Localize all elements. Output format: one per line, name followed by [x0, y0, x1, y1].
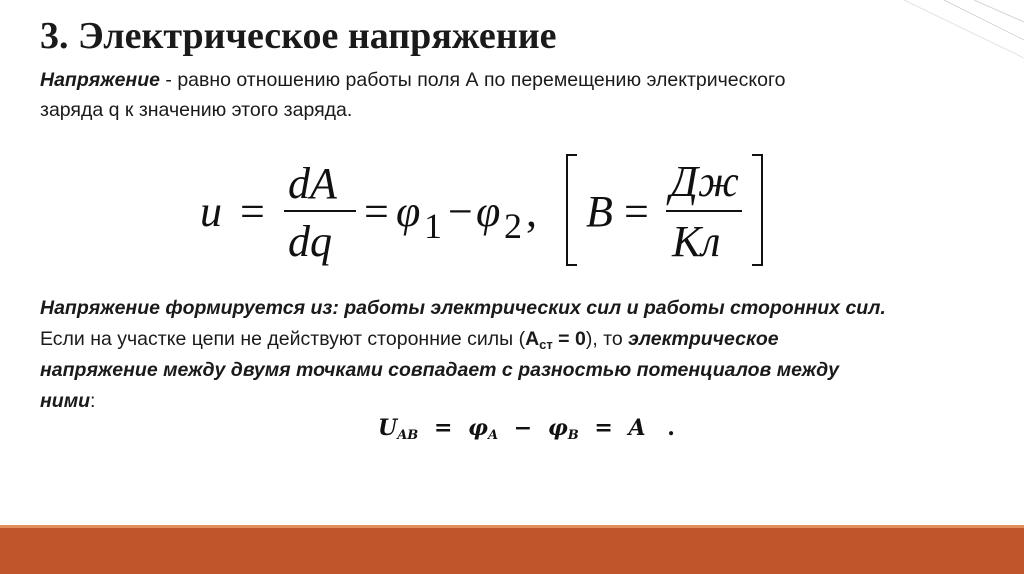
- eq2-phi-a: φ: [468, 415, 488, 441]
- definition-term: Напряжение: [40, 69, 160, 91]
- eq2-minus: −: [513, 415, 533, 441]
- voltage-paragraph: [40, 293, 1000, 417]
- paragraph-line2-start: Если на участке цепи не действуют сторонние силы (: [40, 328, 526, 350]
- eq2-phi-b-sub: B: [567, 428, 579, 443]
- voltage-formula: [198, 150, 778, 275]
- definition-text: [40, 65, 1000, 125]
- paragraph-line3: напряжение между двумя точками совпадает с разностью потенциалов между: [40, 359, 840, 381]
- eq2-equals-2: =: [594, 415, 613, 441]
- formula-denominator: dq: [288, 217, 332, 266]
- subscript-1: 1: [424, 206, 442, 246]
- subscript-2: 2: [504, 206, 522, 246]
- phi-symbol-2: φ: [476, 187, 501, 236]
- slide-title: 3. Электрическое напряжение: [40, 15, 557, 57]
- formula-equals: =: [240, 187, 265, 236]
- unit-coulomb: Кл: [672, 217, 721, 266]
- formula-u: u: [200, 187, 222, 236]
- corner-decoration: [884, 0, 1024, 60]
- paragraph-line4-colon: :: [90, 390, 96, 412]
- unit-fraction-bar: [666, 210, 742, 212]
- unit-volt: B: [586, 187, 613, 236]
- footer-bar: [0, 525, 1024, 574]
- formula-comma: ,: [526, 187, 537, 236]
- definition-line2: заряда q к значению этого заряда.: [40, 99, 353, 121]
- formula-numerator: dA: [288, 159, 337, 208]
- eq2-phi-a-sub: A: [487, 428, 499, 443]
- definition-line1: - равно отношению работы поля А по перемещению электрического: [159, 69, 786, 91]
- eq2-u-sub: AB: [397, 428, 419, 443]
- formula-minus: −: [448, 187, 473, 236]
- eq2-phi-b: φ: [547, 415, 568, 441]
- unit-bracket-left: [566, 154, 577, 266]
- eq2-a: A: [628, 415, 646, 441]
- work-equals-zero: = 0: [552, 328, 586, 350]
- eq2-u: U: [378, 415, 398, 441]
- eq2-equals: =: [433, 415, 453, 441]
- work-symbol: А: [525, 328, 540, 350]
- eq2-dot: .: [667, 415, 675, 441]
- fraction-bar: [284, 210, 356, 212]
- unit-equals: =: [624, 187, 649, 236]
- paragraph-bold-line: Напряжение формируется из: работы электрических сил и работы сторонних сил.: [40, 297, 886, 319]
- unit-joule: Дж: [670, 157, 739, 206]
- phi-symbol: φ: [396, 187, 421, 236]
- paragraph-line4: ними: [40, 390, 91, 412]
- unit-bracket-right: [752, 154, 763, 266]
- work-subscript: ст: [539, 337, 553, 352]
- paragraph-line2-mid: ), то: [585, 328, 629, 350]
- formula-equals-2: =: [364, 187, 389, 236]
- paragraph-line2-bold: электрическое: [628, 328, 779, 350]
- potential-difference-equation: [378, 415, 675, 441]
